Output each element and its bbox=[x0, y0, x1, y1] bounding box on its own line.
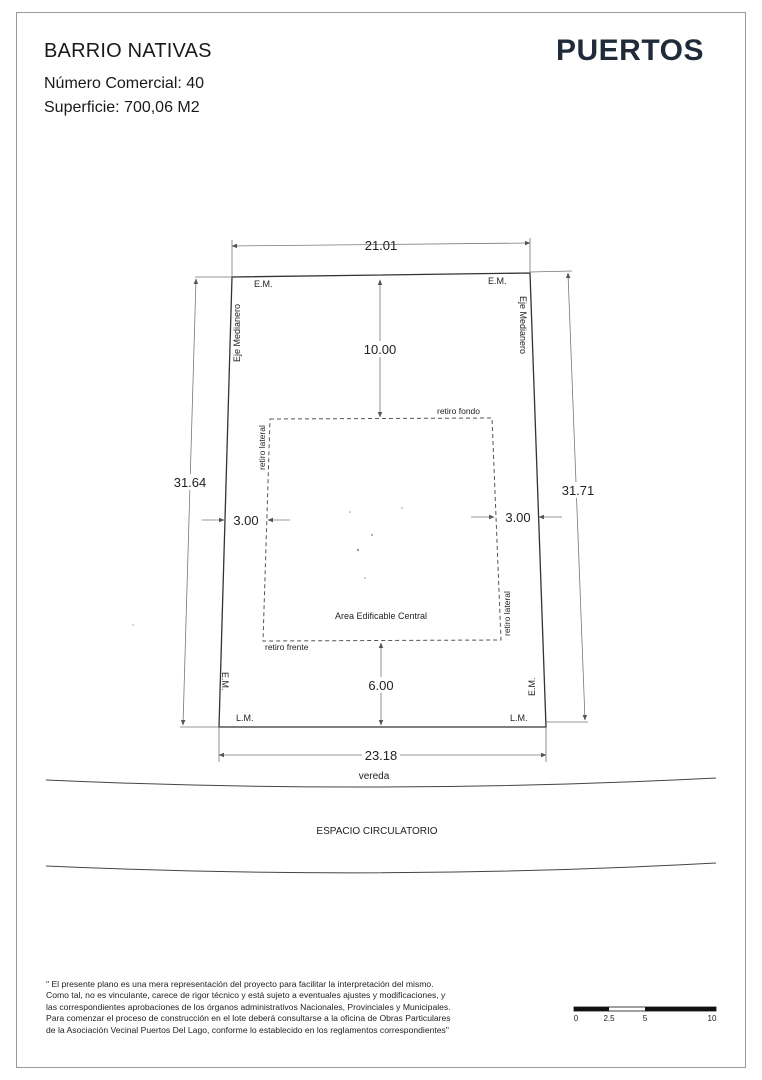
retiro-fondo-label: retiro fondo bbox=[437, 406, 480, 416]
dim-left-label: 31.64 bbox=[173, 475, 207, 490]
eje-medianero-right: Eje Medianero bbox=[518, 296, 528, 355]
dim-bottom-label: 23.18 bbox=[364, 748, 398, 763]
scale-label-0: 0 bbox=[573, 1014, 579, 1023]
retiro-frente-label: retiro frente bbox=[265, 642, 309, 652]
setback-right-label: 3.00 bbox=[505, 510, 531, 525]
neighborhood-title: BARRIO NATIVAS bbox=[44, 40, 212, 62]
buildable-area-label: Area Edificable Central bbox=[334, 611, 428, 621]
em-bottom-right: E.M. bbox=[527, 677, 537, 696]
vereda-label: vereda bbox=[358, 771, 390, 782]
scale-label-2-5: 2.5 bbox=[603, 1014, 615, 1023]
commercial-number: Número Comercial: 40 bbox=[44, 75, 205, 92]
dim-right-label: 31.71 bbox=[561, 483, 595, 498]
setback-front-label: 6.00 bbox=[368, 678, 394, 693]
disclaimer-line: las correspondientes aprobaciones de los órganos administrativos Nacionales, Provinciales y Municipales. bbox=[46, 1001, 451, 1012]
lm-left: L.M. bbox=[236, 713, 254, 723]
surface-area: Superficie: 700,06 M2 bbox=[44, 99, 200, 116]
disclaimer-line: Para comenzar el proceso de construcción en el lote deberá consultarse a la oficina de Obras Particulares bbox=[46, 1013, 451, 1024]
scale-label-10: 10 bbox=[707, 1014, 717, 1023]
scan-specks bbox=[132, 507, 403, 626]
lm-right: L.M. bbox=[510, 713, 528, 723]
espacio-circulatorio-label: ESPACIO CIRCULATORIO bbox=[316, 826, 438, 837]
setback-back-label: 10.00 bbox=[363, 342, 397, 357]
buildable-area-outline bbox=[263, 418, 501, 641]
retiro-lateral-left-label: retiro lateral bbox=[257, 425, 267, 470]
disclaimer-line: " El presente plano es una mera representación del proyecto para facilitar la interpretación del mismo. bbox=[46, 979, 434, 989]
em-top-right: E.M. bbox=[488, 276, 507, 286]
em-bottom-left: E.M. bbox=[220, 672, 230, 691]
disclaimer bbox=[46, 979, 531, 1036]
scale-label-5: 5 bbox=[642, 1014, 648, 1023]
disclaimer-line: de la Asociación Vecinal Puertos Del Lago, conforme lo establecido en los reglamentos correspondientes" bbox=[46, 1024, 449, 1035]
eje-medianero-left: Eje Medianero bbox=[232, 303, 242, 362]
dim-top-label: 21.01 bbox=[364, 238, 398, 253]
setback-left-label: 3.00 bbox=[233, 513, 259, 528]
disclaimer-line: Como tal, no es vinculante, carece de rigor técnico y está sujeto a eventuales ajustes y modificaciones, y bbox=[46, 990, 446, 1001]
scale-bar bbox=[574, 1007, 716, 1011]
retiro-lateral-right-label: retiro lateral bbox=[502, 591, 512, 636]
dim-left bbox=[180, 277, 232, 727]
street-bottom-line bbox=[46, 863, 716, 873]
puertos-logo: PUERTOS bbox=[556, 34, 704, 67]
em-top-left: E.M. bbox=[254, 279, 273, 289]
